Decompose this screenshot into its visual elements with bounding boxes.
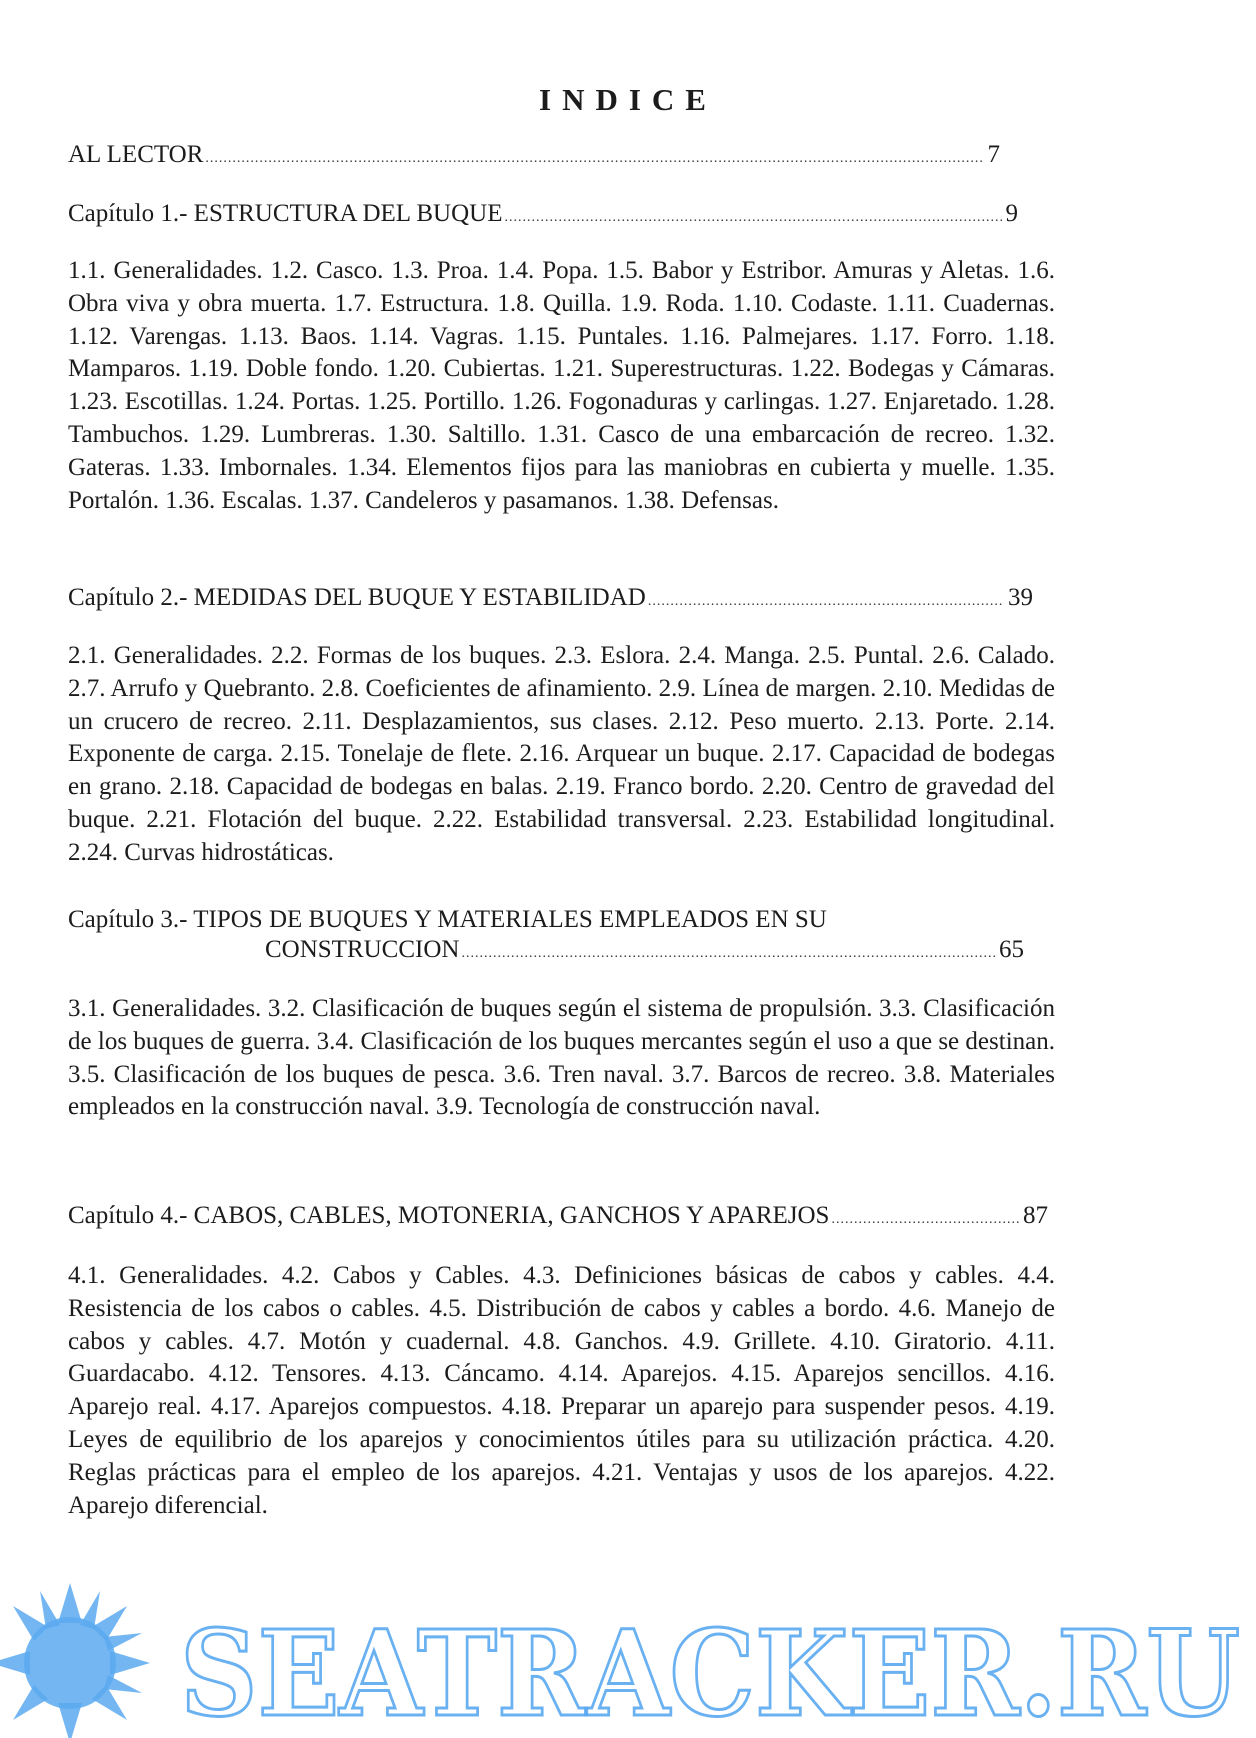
chapter-1-sections: 1.1. Generalidades. 1.2. Casco. 1.3. Proa. 1.4. Popa. 1.5. Babor y Estribor. Amuras y Aletas. 1.6. Obra viva y obra muerta. 1.7. Estructura. 1.8. Quilla. 1.9. Roda. 1.10. Codaste. 1.11. Cuadernas. 1.12. Varengas. 1.13. Baos. 1.14. Vagras. 1.15. Puntales. 1.16. Palmejares. 1.17. Forro. 1.18. Mamparos. 1.19. Doble fondo. 1.20. Cubiertas. 1.21. Superestructuras. 1.22. Bodegas y Cámaras. 1.23. Escotillas. 1.24. Portas. 1.25. Portillo. 1.26. Fogonaduras y carlingas. 1.27. Enjaretado. 1.28. Tambuchos. 1.29. Lumbreras. 1.30. Saltillo. 1.31. Casco de una embarcación de recreo. 1.32. Gateras. 1.33. Imbornales. 1.34. Elementos fijos para las maniobras en cubierta y muelle. 1.35. Portalón. 1.36. Escalas. 1.37. Candeleros y pasamanos. 1.38. Defensas. bbox=[68, 257, 1055, 514]
dot-leader bbox=[831, 1213, 1019, 1227]
chapter-heading: Capítulo 1.- ESTRUCTURA DEL BUQUE bbox=[68, 200, 503, 227]
toc-page-number: 7 bbox=[987, 141, 1000, 168]
toc-page-number: 87 bbox=[1023, 1202, 1048, 1229]
dot-leader bbox=[461, 947, 995, 961]
sunburst-icon bbox=[0, 1583, 150, 1738]
toc-entry-chapter-2[interactable] bbox=[68, 581, 1033, 614]
toc-label: AL LECTOR bbox=[68, 141, 204, 168]
chapter-heading: Capítulo 4.- CABOS, CABLES, MOTONERIA, GANCHOS Y APAREJOS bbox=[68, 1202, 830, 1229]
toc-page-number: 9 bbox=[1005, 200, 1018, 227]
toc-entry-chapter-3[interactable] bbox=[265, 933, 1024, 966]
chapter-2-sections: 2.1. Generalidades. 2.2. Formas de los buques. 2.3. Eslora. 2.4. Manga. 2.5. Puntal. 2.6. Calado. 2.7. Arrufo y Quebranto. 2.8. Coeficientes de afinamiento. 2.9. Línea de margen. 2.10. Medidas de un crucero de recreo. 2.11. Desplazamientos, sus clases. 2.12. Peso muerto. 2.13. Porte. 2.14. Exponente de carga. 2.15. Tonelaje de flete. 2.16. Arquear un buque. 2.17. Capacidad de bodegas en grano. 2.18. Capacidad de bodegas en balas. 2.19. Franco bordo. 2.20. Centro de gravedad del buque. 2.21. Flotación del buque. 2.22. Estabilidad transversal. 2.23. Estabilidad longitudinal. 2.24. Curvas hidrostáticas. bbox=[68, 642, 1055, 866]
watermark-text: SEATRACKER.RU bbox=[180, 1604, 1240, 1738]
dot-leader bbox=[205, 152, 983, 166]
watermark bbox=[0, 1575, 1256, 1738]
dot-leader bbox=[648, 595, 1004, 609]
chapter-heading: Capítulo 2.- MEDIDAS DEL BUQUE Y ESTABILIDAD bbox=[68, 584, 646, 611]
page-title: INDICE bbox=[539, 82, 717, 117]
toc-page-number: 65 bbox=[999, 936, 1024, 963]
chapter-heading-continued: CONSTRUCCION bbox=[265, 936, 460, 963]
chapter-3-heading[interactable]: Capítulo 3.- TIPOS DE BUQUES Y MATERIALES EMPLEADOS EN SU bbox=[68, 906, 827, 933]
dot-leader bbox=[505, 211, 1002, 225]
toc-entry-chapter-4[interactable] bbox=[68, 1199, 1048, 1232]
toc-entry-al-lector[interactable] bbox=[68, 138, 1000, 171]
chapter-4-sections: 4.1. Generalidades. 4.2. Cabos y Cables. 4.3. Definiciones básicas de cabos y cables. 4.4. Resistencia de los cabos o cables. 4.5. Distribución de cabos y cables a bordo. 4.6. Manejo de cabos y cables. 4.7. Motón y cuadernal. 4.8. Ganchos. 4.9. Grillete. 4.10. Giratorio. 4.11. Guardacabo. 4.12. Tensores. 4.13. Cáncamo. 4.14. Aparejos. 4.15. Aparejos sencillos. 4.16. Aparejo real. 4.17. Aparejos compuestos. 4.18. Preparar un aparejo para suspender pesos. 4.19. Leyes de equilibrio de los aparejos y conocimientos útiles para su utilización práctica. 4.20. Reglas prácticas para el empleo de los aparejos. 4.21. Ventajas y usos de los aparejos. 4.22. Aparejo diferencial. bbox=[68, 1262, 1055, 1519]
toc-page-number: 39 bbox=[1008, 584, 1033, 611]
chapter-3-sections: 3.1. Generalidades. 3.2. Clasificación de buques según el sistema de propulsión. 3.3. Clasificación de los buques de guerra. 3.4. Clasificación de los buques mercantes según el uso a que se destinan. 3.5. Clasificación de los buques de pesca. 3.6. Tren naval. 3.7. Barcos de recreo. 3.8. Materiales empleados en la construcción naval. 3.9. Tecnología de construcción naval. bbox=[68, 995, 1055, 1121]
toc-entry-chapter-1[interactable] bbox=[68, 197, 1018, 230]
